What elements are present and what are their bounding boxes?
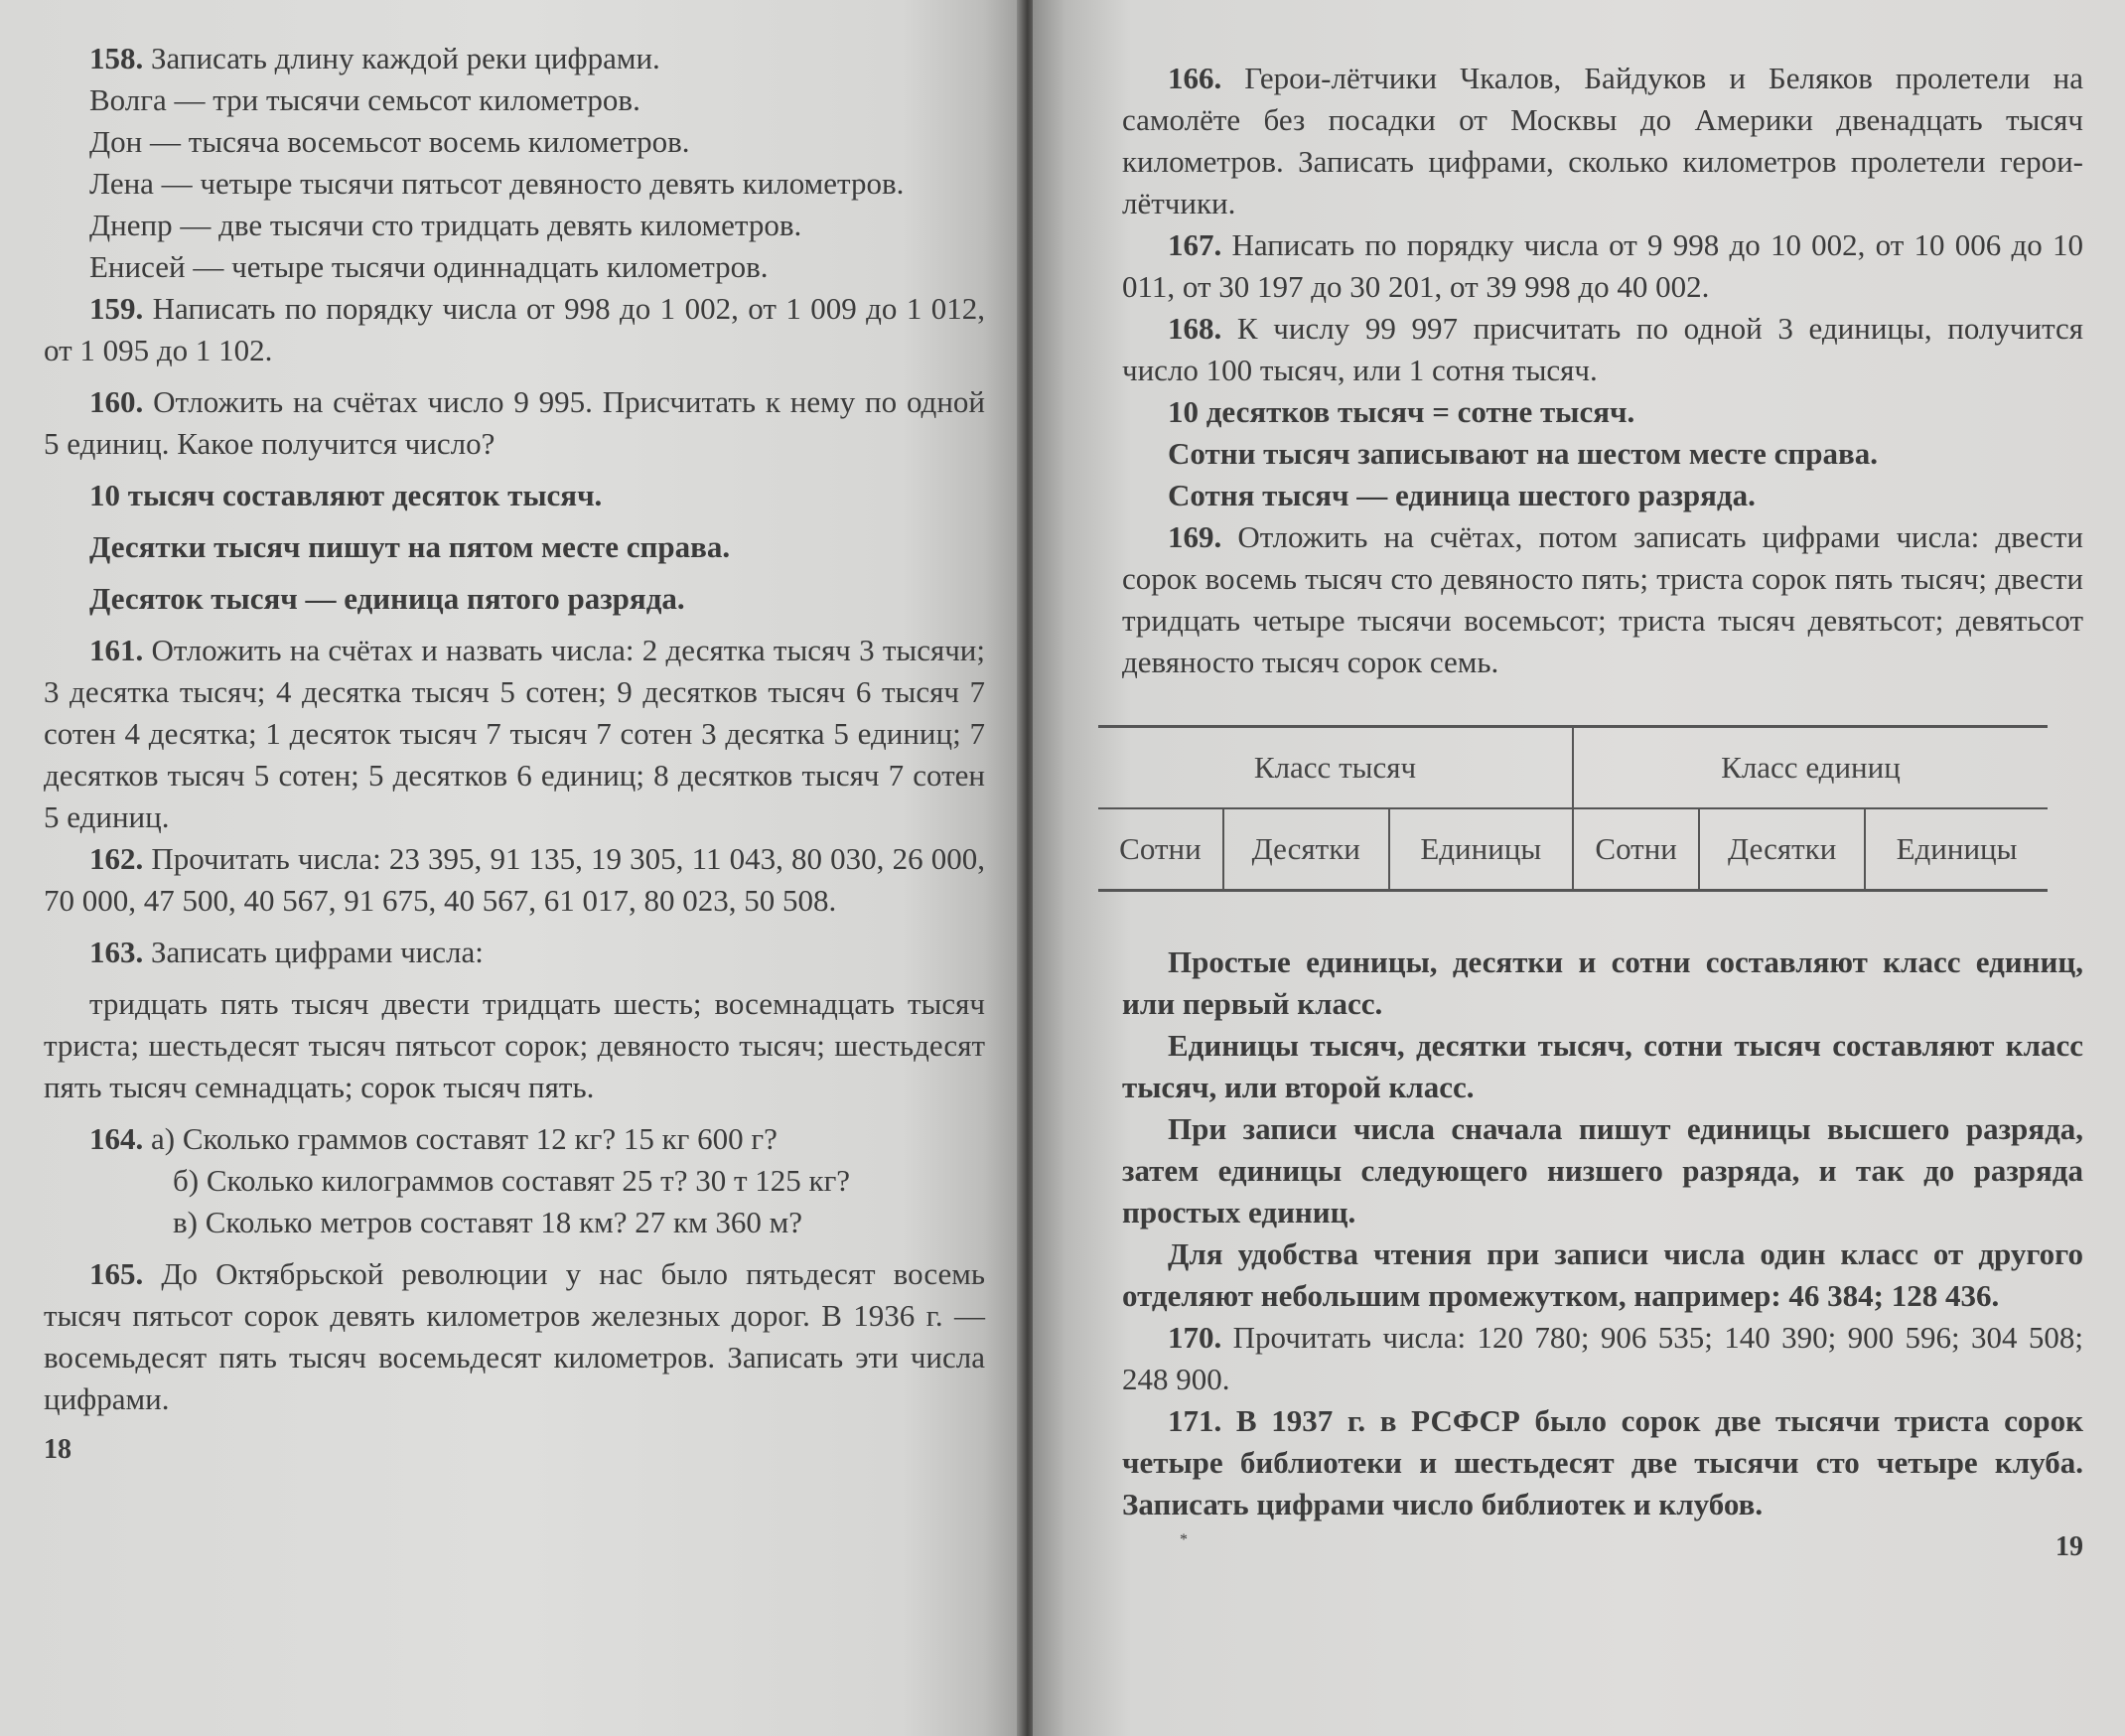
column-header: Единицы [1389,808,1573,891]
river-line: Дон — тысяча восемьсот восемь километров. [89,124,690,159]
column-header: Сотни [1573,808,1699,891]
exercise-168: 168. К числу 99 997 присчитать по одной 3 единицы, получится число 100 тысяч, или 1 сотня тысяч. [1122,311,2084,387]
right-page [1033,0,2125,1736]
page-footer [1122,1531,2083,1563]
exercise-166: 166. Герои-лётчики Чкалов, Байдуков и Беляков пролетели на самолёте без посадки от Москвы до Америки двенадцать тысяч километров. Записать цифрами, сколько километров пролетели герои-лётчики. [1122,61,2083,220]
exercise-163: 163. Записать цифрами числа: [89,935,484,969]
rule-hundred-thousands-3: Сотня тысяч — единица шестого разряда. [1168,478,1756,512]
rule-block-first-class: Простые единицы, десятки и сотни составляют класс единиц, или первый класс. [1122,944,2083,1021]
column-header: Сотни [1098,808,1223,891]
exercise-169: 169. Отложить на счётах, потом записать цифрами числа: двести сорок восемь тысяч сто девяносто пять; триста сорок пять тысяч; двести тридцать четыре тысячи восемьсот; триста тысяч девятьсот; девятьсот девяносто тысяч сорок семь. [1122,519,2083,679]
rule-ten-thousands-2: Десятки тысяч пишут на пятом месте справа. [89,529,731,564]
column-header: Единицы [1865,808,2048,891]
class-units-header: Класс единиц [1573,727,2048,809]
exercise-164-b: б) Сколько килограммов составят 25 т? 30 т 125 кг? [173,1163,851,1198]
exercise-158: 158. Записать длину каждой реки цифрами. [89,41,660,75]
rule-ten-thousands-1: 10 тысяч составляют десяток тысяч. [89,478,603,512]
river-line: Днепр — две тысячи сто тридцать девять километров. [89,208,802,242]
rule-block-writing-order: При записи числа сначала пишут единицы высшего разряда, затем единицы следующего низшего разряда, и так до разряда простых единиц. [1122,1111,2083,1230]
exercise-162: 162. Прочитать числа: 23 395, 91 135, 19 305, 11 043, 80 030, 26 000, 70 000, 47 500, 40 567, 91 675, 40 567, 61 017, 80 023, 50 508. [44,841,986,918]
exercise-171: 171. В 1937 г. в РСФСР было сорок две тысячи триста сорок четыре библиотеки и шестьдесят две тысячи сто четыре клуба. Записать цифрами число библиотек и клубов. [1122,1403,2084,1521]
exercise-163-body: тридцать пять тысяч двести тридцать шесть; восемнадцать тысяч триста; шестьдесят тысяч пятьсот сорок; девяносто тысяч; шестьдесят пять тысяч семнадцать; сорок тысяч пять. [44,986,985,1104]
river-line: Енисей — четыре тысячи одиннадцать километров. [89,249,769,284]
column-header: Десятки [1223,808,1389,891]
rule-hundred-thousands-1: 10 десятков тысяч = сотне тысяч. [1168,394,1635,429]
exercise-159: 159. Написать по порядку числа от 998 до 1 002, от 1 009 до 1 012, от 1 095 до 1 102. [44,291,985,367]
river-line: Лена — четыре тысячи пятьсот девяносто девять километров. [89,166,905,201]
page-number-right: 19 [2055,1531,2083,1562]
place-value-table [1098,725,2048,892]
column-header: Десятки [1699,808,1865,891]
exercise-165: 165. До Октябрьской революции у нас было пятьдесят восемь тысяч пятьсот сорок девять километров железных дорог. В 1936 г. — восемьдесят пять тысяч восемьдесят километров. Записать эти числа цифрами. [44,1256,986,1416]
left-page [0,0,1025,1736]
rule-ten-thousands-3: Десяток тысяч — единица пятого разряда. [89,581,685,616]
exercise-161: 161. Отложить на счётах и назвать числа: 2 десятка тысяч 3 тысячи; 3 десятка тысяч; 4 десятка тысяч 5 сотен; 9 десятков тысяч 6 тысяч 7 сотен 4 десятка; 1 десяток тысяч 7 тысяч 7 сотен 3 десятка 5 единиц; 7 десятков тысяч 5 сотен; 5 десятков 6 единиц; 8 десятков тысяч 7 сотен 5 единиц. [44,633,986,834]
rule-block-spacing: Для удобства чтения при записи числа один класс от другого отделяют небольшим промежутком, например: 46 384; 128 436. [1122,1236,2083,1313]
exercise-167: 167. Написать по порядку числа от 9 998 до 10 002, от 10 006 до 10 011, от 30 197 до 30 201, от 39 998 до 40 002. [1122,227,2083,304]
exercise-170: 170. Прочитать числа: 120 780; 906 535; 140 390; 900 596; 304 508; 248 900. [1122,1320,2084,1396]
exercise-160: 160. Отложить на счётах число 9 995. Присчитать к нему по одной 5 единиц. Какое получится число? [44,384,986,461]
exercise-164-c: в) Сколько метров составят 18 км? 27 км 360 м? [173,1205,803,1239]
page-number-left: 18 [44,1434,71,1465]
rule-hundred-thousands-2: Сотни тысяч записывают на шестом месте справа. [1168,436,1878,471]
exercise-164: 164. а) Сколько граммов составят 12 кг? 15 кг 600 г? [89,1121,778,1156]
class-thousands-header: Класс тысяч [1098,727,1573,809]
river-line: Волга — три тысячи семьсот километров. [89,82,640,117]
rule-block-second-class: Единицы тысяч, десятки тысяч, сотни тысяч составляют класс тысяч, или второй класс. [1122,1028,2083,1104]
star-mark: * [1180,1531,1188,1548]
